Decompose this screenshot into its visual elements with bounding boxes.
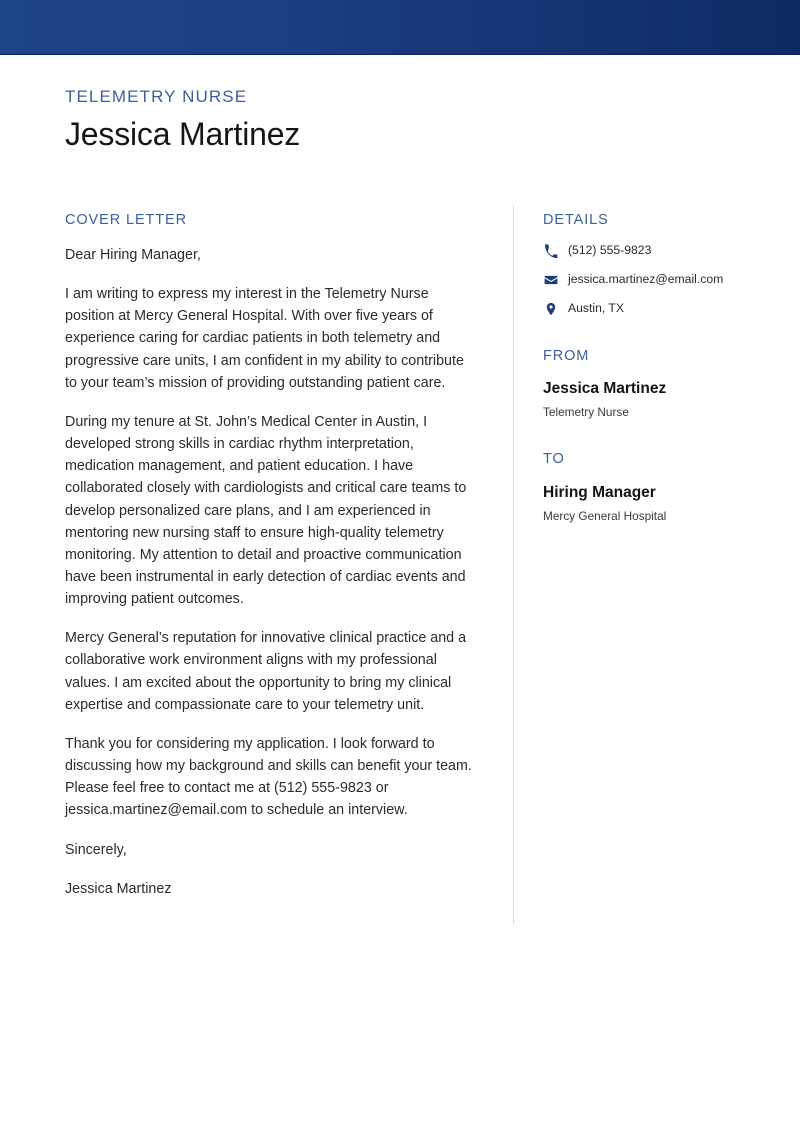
role-title: TELEMETRY NURSE xyxy=(65,87,248,106)
detail-value-location: Austin, TX xyxy=(568,300,624,315)
location-pin-icon xyxy=(543,301,558,316)
letter-closing: Sincerely, xyxy=(65,841,127,858)
name-block xyxy=(65,88,665,152)
envelope-icon xyxy=(543,272,558,287)
from-subtitle: Telemetry Nurse xyxy=(543,405,629,420)
detail-value-email: jessica.martinez@email.com xyxy=(568,271,724,286)
detail-row-location xyxy=(543,301,758,317)
to-heading: TO xyxy=(543,451,565,468)
details-section xyxy=(543,213,758,317)
letter-paragraph: I am writing to express my interest in the Telemetry Nurse position at Mercy General Hospital. With over five years of experience caring for cardiac patients in both telemetry and progressive care units, I am confident in my ability to contribute to your team’s mission of providing outstanding patient care. xyxy=(65,286,464,391)
cover-letter-heading: COVER LETTER xyxy=(65,212,187,228)
signature-name: Jessica Martinez xyxy=(65,880,172,897)
from-name: Jessica Martinez xyxy=(543,380,667,398)
phone-icon xyxy=(543,243,558,258)
detail-row-phone xyxy=(543,243,758,259)
to-section xyxy=(543,452,758,524)
letter-paragraph: During my tenure at St. John’s Medical Center in Austin, I developed strong skills in cardiac rhythm interpretation, medication management, and patient education. I have collaborated closely with cardiologists and critical care teams to develop personalized care plans, and I am experienced in mentoring new nursing staff to ensure high-quality telemetry monitoring. My attention to detail and proactive communication have been instrumental in early detection of cardiac events and improving patient outcomes. xyxy=(65,413,467,608)
from-heading: FROM xyxy=(543,347,590,364)
header-accent-bar xyxy=(0,0,800,55)
detail-value-phone: (512) 555-9823 xyxy=(568,242,652,257)
details-heading: DETAILS xyxy=(543,212,609,228)
column-divider xyxy=(513,205,514,925)
cover-letter-column xyxy=(65,213,478,900)
letter-paragraph: Thank you for considering my application. I look forward to discussing how my background and skills can benefit your team. Please feel free to contact me at (512) 555-9823 or jessica.martinez@email.com to schedule an interview. xyxy=(65,735,472,819)
sidebar-column xyxy=(543,213,758,524)
to-name: Hiring Manager xyxy=(543,484,656,502)
details-list xyxy=(543,243,758,317)
letter-paragraph: Mercy General’s reputation for innovative clinical practice and a collaborative work environment aligns with my professional values. I am excited about the opportunity to bring my clinical expertise and compassionate care to your telemetry unit. xyxy=(65,630,467,713)
from-section xyxy=(543,349,758,421)
to-subtitle: Mercy General Hospital xyxy=(543,508,667,523)
detail-row-email xyxy=(543,272,758,288)
salutation: Dear Hiring Manager, xyxy=(65,246,201,263)
page-title: Jessica Martinez xyxy=(65,115,301,152)
